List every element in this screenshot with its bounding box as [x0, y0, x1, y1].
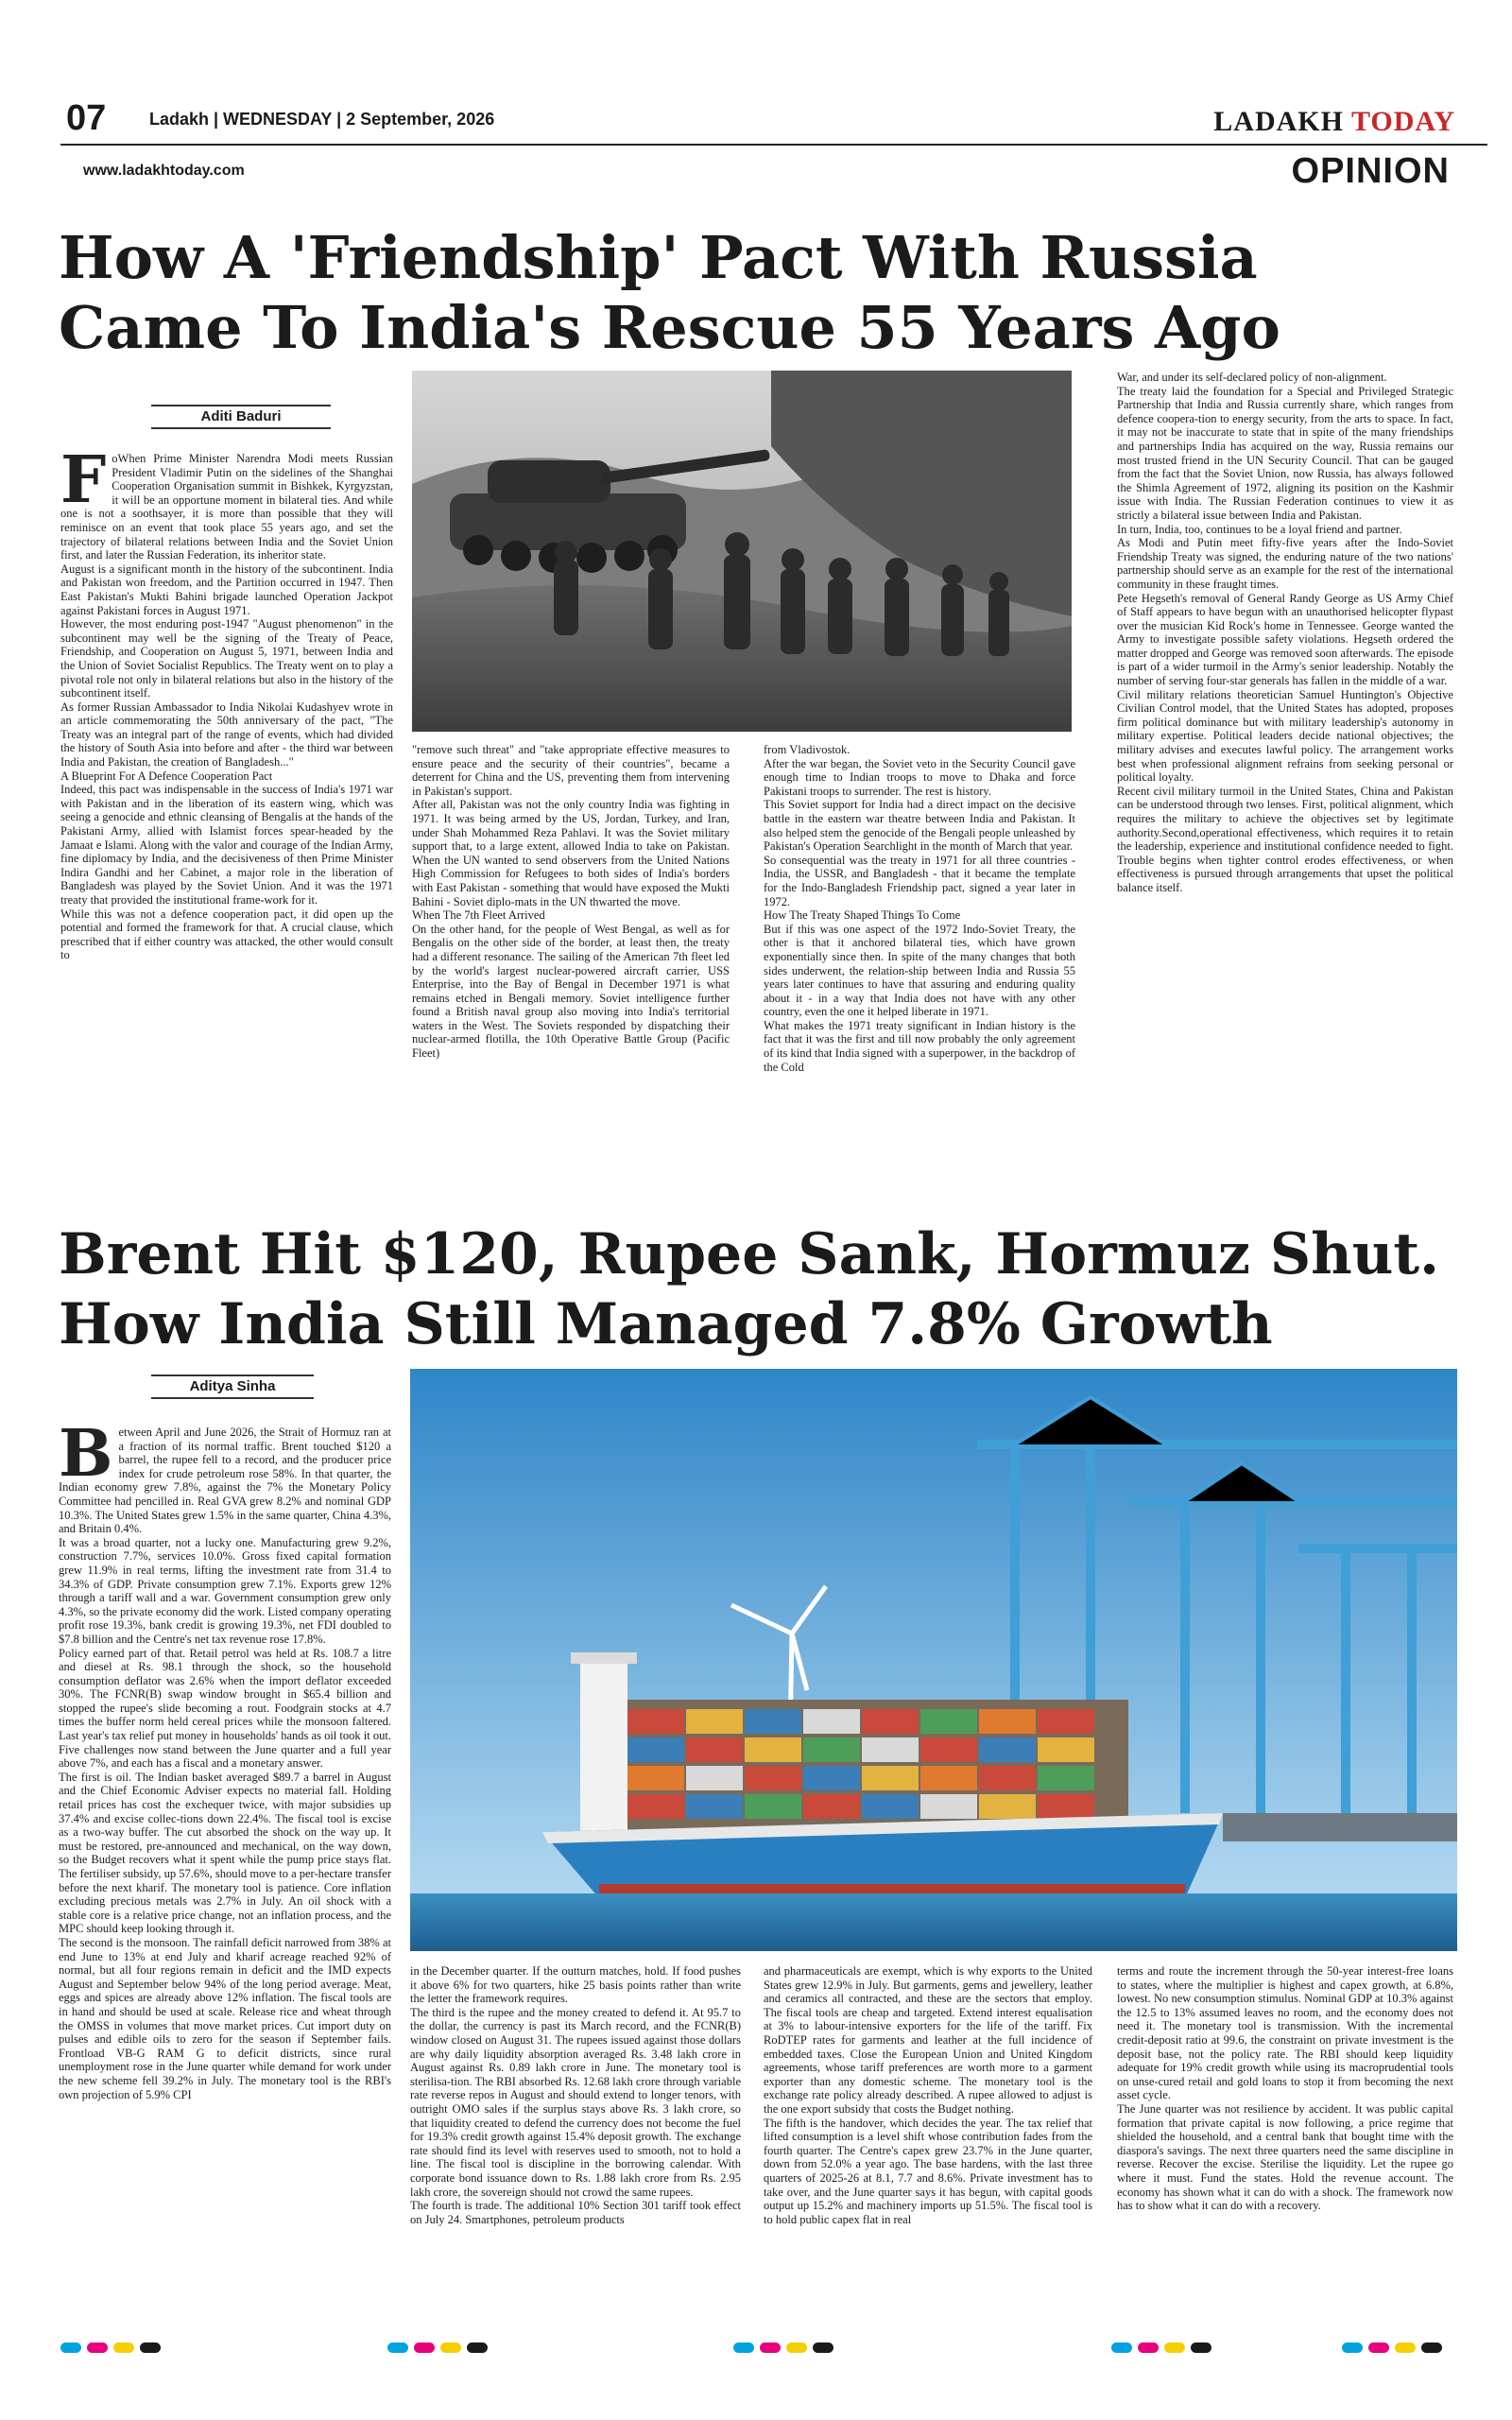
paragraph: terms and route the increment through the 50-year interest-free loans to states, where the multiplier is highest and capex growth, at 6.8%, lowest. No new consumption stimulus. Nominal GDP at 10.3% against the 12.5 to 13% assumed leaves no room, and the economy does not need it. The monetary tool is transmission. With the incremental credit-deposit ratio at 99.6, the constraint on private investment is the deposit base, not the policy rate. The RBI should keep liquidity adequate for 19% credit growth while using its macroprudential tools on unse-cured retail and gold loans to stop it from becoming the next asset cycle.: [1117, 1964, 1453, 2102]
paragraph: and pharmaceuticals are exempt, which is why exports to the United States grew 12.9% in July. But garments, gems and jewellery, leather and ceramics all contracted, and these are the sectors that employ. The fiscal tools are cheap and targeted. Extend interest equalisation at 3% to labour-intensive exporters for the life of the tariff. Fix RoDTEP rates for garments and leather at the full incidence of embedded taxes. Close the European Union and United Kingdom agreements, whose tariff preferences are worth more to a garment exporter than any domestic scheme. The monetary tool is the exchange rate policy already described. A rupee allowed to adjust is the one export subsidy that costs the Budget nothing.: [764, 1964, 1092, 2116]
article2-column-3: [764, 1964, 1092, 2226]
paragraph: After all, Pakistan was not the only country India was fighting in 1971. It was being armed by the US, Jordan, Turkey, and Iran, under Shah Mohammed Reza Pahlavi. It was the Soviet military support that, to a large extent, allowed India to take on Pakistan. When the UN wanted to send observers from the United Nations High Commission for Refugees to both sides of India's borders with East Pakistan - something that would have exposed the Mukti Bahini - Soviet diplo-mats in the UN thwarted the move.: [412, 798, 730, 908]
brand-first: LADAKH: [1213, 106, 1344, 137]
article1-column-1: [60, 442, 393, 962]
paragraph: The first is oil. The Indian basket averaged $89.7 a barrel in August and the Chief Economic Adviser expects no material fall. Holding retail prices has cost the exchequer twice, with major subsidies up 37.4% and excise collec-tions down 22.4%. The fiscal tool is excise as a two-way buffer. The cut absorbed the shock on the way up. It must be restored, pre-announced and mechanical, on the way down, so the Budget recovers what it spent while the pump price stays flat. The fertiliser subsidy, up 57.6%, should move to a per-hectare transfer before the next kharif. The monetary tool is patience. Core inflation excluding precious metals was 2.7% in July. An oil shock with a stable core is a relative price change, not an inflation process, and the MPC should keep looking through it.: [59, 1770, 391, 1936]
paragraph: Civil military relations theoretician Samuel Huntington's Objective Civilian Control model, that the United States has adopted, proposes firm political dominance but with military leadership's autonomy in military expertise. Political leaders decide national objectives; the military advises and executes lawful policy. The arrangement works best when professional alignment refrains from seeking personal or political loyalty.: [1117, 687, 1453, 785]
paragraph: On the other hand, for the people of West Bengal, as well as for Bengalis on the other side of the border, at least then, the treaty had a different resonance. The sailing of the American 7th fleet led by the world's largest nuclear-powered aircraft carrier, USS Enterprise, into the Bay of Bengal in December 1971 is what remains etched in Bengali memory. Soviet intelligence further found a British naval group also moving into India's territorial waters in the West. The Soviets responded by dispatching their nuclear-armed flotilla, the 10th Operative Battle Group (Pacific Fleet): [412, 922, 730, 1061]
paragraph: Indeed, this pact was indispensable in the success of India's 1971 war with Pakistan and in the liberation of its eastern wing, which was seeing a genocide and ethnic cleansing of Bengalis at the hands of the Pakistani Army, allied with Islamist forces spear-headed by the Jamaat e Islami. Along with the valor and courage of the Indian Army, fine diplomacy by India, and the decisiveness of then Prime Minister Indira Gandhi and her Cabinet, a major role in the liberation of Bangladesh was played by the Soviet Union. And it was the 1971 treaty that provided the institutional frame-work for it.: [60, 783, 393, 907]
page-number: 07: [66, 98, 107, 138]
container-ship-photo: [410, 1369, 1457, 1951]
paragraph: After the war began, the Soviet veto in the Security Council gave enough time to Indian troops to move to Dhaka and force Pakistani troops to surrender. The rest is history.: [764, 756, 1075, 798]
byline-rule-top: [151, 405, 331, 406]
yellow-swatch: [440, 2342, 461, 2353]
paragraph: So consequential was the treaty in 1971 for all three countries - India, the USSR, and Bangladesh - that it became the template for the Indo-Bangladesh Friendship pact, signed a year later in 1972.: [764, 853, 1075, 908]
dropcap: F: [60, 442, 107, 518]
article2-column-4: [1117, 1964, 1453, 2213]
paragraph: The second is the monsoon. The rainfall deficit narrowed from 38% at end June to 13% at end July and kharif acreage reached 92% of normal, but all four regions remain in deficit and the IMD expects August and September below 94% of the long period average. Meat, eggs and spices are already above 12% inflation. The fiscal tools are in hand and should be used at scale. Release rice and wheat through the OMSS in volumes that move market prices. Cut import duty on pulses and edible oils to zero for the season if September fails. Frontload VB-G RAM G to deficit districts, since rural unemployment rose in the June quarter while demand for work under the new scheme fell 39.2% in July. The monetary tool is the RBI's own projection of 5.9% CPI: [59, 1935, 391, 2101]
paragraph: What makes the 1971 treaty significant in Indian history is the fact that it was the first and till now probably the only agreement of its kind that India signed with a superpower, in the backdrop of the Cold: [764, 1018, 1075, 1074]
black-swatch: [140, 2342, 161, 2353]
paragraph: As Modi and Putin meet fifty-five years after the Indo-Soviet Friendship Treaty was signed, the enduring nature of the two nations' partnership should serve as an example for the rest of the international community in these fraught times.: [1117, 536, 1453, 591]
article2-column-1: [59, 1416, 391, 2101]
cyan-swatch: [60, 2342, 81, 2353]
registration-bar: [60, 2342, 161, 2353]
article2-column-2: [410, 1964, 741, 2226]
article2-headline: Brent Hit $120, Rupee Sank, Hormuz Shut. How India Still Managed 7.8% Growth: [59, 1221, 1440, 1357]
byline-rule-top: [151, 1374, 314, 1376]
paragraph: The treaty laid the foundation for a Special and Privileged Strategic Partnership that India and Russia currently share, which ranges from defence coopera-tion to energy security, from the arts to space. In fact, it may not be inaccurate to state that in spite of the many friendships and partnerships India has acquired on the way, Russia remains our most trusted friend in the UN Security Council. That can be gauged from the fact that the Soviet Union, now Russia, has always followed the Shimla Agreement of 1972, aligning its position on the Kashmir issue with India. The Russian Federation continues to view it as strictly a bilateral issue between India and Pakistan.: [1117, 384, 1453, 522]
yellow-swatch: [786, 2342, 807, 2353]
registration-bar: [387, 2342, 488, 2353]
yellow-swatch: [113, 2342, 134, 2353]
cyan-swatch: [1111, 2342, 1132, 2353]
brand-second: TODAY: [1350, 106, 1455, 137]
paragraph: The fourth is trade. The additional 10% Section 301 tariff took effect on July 24. Smartphones, petroleum products: [410, 2199, 741, 2226]
yellow-swatch: [1395, 2342, 1416, 2353]
tank-soldiers-photo: [412, 371, 1072, 732]
magenta-swatch: [1368, 2342, 1389, 2353]
subheading: When The 7th Fleet Arrived: [412, 908, 545, 923]
registration-bar: [1342, 2342, 1442, 2353]
black-swatch: [813, 2342, 833, 2353]
paragraph: from Vladivostok.: [764, 743, 850, 756]
yellow-swatch: [1164, 2342, 1185, 2353]
paragraph: However, the most enduring post-1947 "August phenomenon" in the subcontinent may well be the signing of the Treaty of Peace, Friendship, and Cooperation on August 5, 1971, between India and the Union of Soviet Socialist Republics. The Treaty went on to play a pivotal role not only in bilateral relations but also in the history of the subcontinent itself.: [60, 617, 393, 700]
paragraph: Recent civil military turmoil in the United States, China and Pakistan can be understood through two lenses. First, political alignment, which requires the military to achieve the objectives set by legitimate authority.Second,operational effectiveness, which requires it to retain the leadership, experience and institutional confidence needed to fight. Trouble begins when tighter control erodes effectiveness, or when effectiveness is pursued through arrangements that upset the political balance itself.: [1117, 784, 1453, 894]
magenta-swatch: [414, 2342, 435, 2353]
black-swatch: [467, 2342, 488, 2353]
paragraph: While this was not a defence cooperation pact, it did open up the potential and formed the framework for that. A crucial clause, which prescribed that if either country was attacked, the other would consult to: [60, 907, 393, 962]
paragraph: "remove such threat" and "take appropriate effective measures to ensure peace and the security of their countries", became a deterrent for China and the US, preventing them from intervening in Pakistan's support.: [412, 743, 730, 798]
byline-rule-bottom: [151, 1397, 314, 1399]
section-label: OPINION: [1291, 151, 1450, 191]
article1-headline: How A 'Friendship' Pact With Russia Came To India's Rescue 55 Years Ago: [59, 223, 1280, 362]
paragraph: August is a significant month in the history of the subcontinent. India and Pakistan won freedom, and the Partition occurred in 1947. Then East Pakistan's Mukti Bahini brigade launched Operation Jackpot against Pakistani forces in August 1971.: [60, 562, 393, 617]
magenta-swatch: [1138, 2342, 1159, 2353]
article1-byline: Aditi Baduri: [200, 408, 282, 424]
article1-column-4: [1117, 371, 1453, 895]
dateline: Ladakh | WEDNESDAY | 2 September, 2026: [149, 110, 495, 129]
magenta-swatch: [87, 2342, 108, 2353]
magenta-swatch: [760, 2342, 781, 2353]
paragraph: War, and under its self-declared policy of non-alignment.: [1117, 371, 1387, 384]
paragraph: The fifth is the handover, which decides the year. The tax relief that lifted consumption is a level shift whose contribution fades from the fourth quarter. The Centre's capex grew 23.7% in the June quarter, down from 52.0% a year ago. The base hardens, with the last three quarters of 2025-26 at 8.1, 7.7 and 8.6%. Private investment has to take over, and the June quarter says it has begun, with capital goods output up 15.2% and machinery imports up 51.5%. The fiscal tool is to hold public capex flat in real: [764, 2116, 1092, 2226]
byline-rule-bottom: [151, 427, 331, 429]
paragraph: This Soviet support for India had a direct impact on the decisive battle in the eastern war theatre between India and Pakistan. It also helped stem the genocide of the Bengali people unleashed by Pakistan's Operation Searchlight in the month of March that year.: [764, 798, 1075, 854]
cyan-swatch: [1342, 2342, 1363, 2353]
paragraph: As former Russian Ambassador to India Nikolai Kudashyev wrote in an article commemorating the 50th anniversary of the pact, "The Treaty was an integral part of the range of events, which had divided the history of South Asia into before and after - the third war between India and Pakistan, the creation of Bangladesh...": [60, 700, 393, 769]
paragraph: It was a broad quarter, not a lucky one. Manufacturing grew 9.2%, construction 7.7%, services 10.0%. Gross fixed capital formation grew 11.9% in real terms, lifting the investment rate from 31.4 to 34.3% of GDP. Private consumption grew 7.1%. Exports grew 12% through a tariff wall and a war. Government consumption grew only 4.3%, so the private economy did the work. Listed company operating profit rose 19.3%, bank credit is growing 19.3%, net FDI doubled to $7.8 billion and the Centre's net tax revenue rose 17.8%.: [59, 1535, 391, 1646]
masthead-rule: [60, 144, 1487, 146]
black-swatch: [1191, 2342, 1211, 2353]
cyan-swatch: [387, 2342, 408, 2353]
registration-bar: [1111, 2342, 1211, 2353]
article2-byline: Aditya Sinha: [189, 1378, 276, 1394]
article1-column-3: [764, 743, 1075, 1074]
paragraph: in the December quarter. If the outturn matches, hold. If food pushes it above 6% for two quarters, hike 25 basis points rather than write the letter the framework requires.: [410, 1964, 741, 2006]
paragraph: Policy earned part of that. Retail petrol was held at Rs. 108.7 a litre and diesel at Rs. 98.1 through the shock, so the household consumption deflator was 2.6% when the import deflator exceeded 30%. The FCNR(B) swap window brought in $65.4 billion and stopped the rupee's slide becoming a rout. Foodgrain stocks at 4.7 times the buffer norm held cereal prices while the monsoon faltered. Last year's tax relief put money in households' hands as oil took it out. Five challenges now stand between the June quarter and a full year above 7%, and each has a fiscal and a monetary answer.: [59, 1646, 391, 1771]
paragraph: etween April and June 2026, the Strait of Hormuz ran at a fraction of its normal traffic. Brent touched $120 a barrel, the rupee fell to a record, and the producer price index for crude petroleum rose 58%. In that quarter, the Indian economy grew 7.8%, against the 7% the Monetary Policy Committee had pencilled in. Real GVA grew 8.2% and nominal GDP 10.3%. The United States grew 1.5% in the same quarter, China 4.3%, and Britain 0.4%.: [59, 1426, 391, 1536]
container-ship-illustration: [410, 1369, 1457, 1951]
black-swatch: [1421, 2342, 1442, 2353]
brand-logo: [1213, 106, 1455, 138]
tank-soldiers-illustration: [412, 371, 1072, 732]
paragraph: The June quarter was not resilience by accident. It was public capital formation that private capital is now following, a price regime that shielded the household, and a central bank that bought time with the diaspora's savings. The next three quarters need the same discipline in reverse. Recover the excise. Sterilise the liquidity. Let the rupee go where it must. Fund the states. Hold the revenue account. The economy has shown what it can do with a shock. The framework now has to show what it can do with a recovery.: [1117, 2101, 1453, 2213]
website-link[interactable]: www.ladakhtoday.com: [83, 163, 245, 179]
cyan-swatch: [733, 2342, 754, 2353]
paragraph: The third is the rupee and the money created to defend it. At 95.7 to the dollar, the currency is past its March record, and the FCNR(B) window closed on August 31. The rupees issued against those dollars are why daily liquidity absorption averaged Rs. 3.48 lakh crore in August against Rs. 0.89 lakh crore in June. The monetary tool is sterilisa-tion. The RBI absorbed Rs. 12.68 lakh crore through variable rate reverse repos in August and should extend to longer tenors, with outright OMO sales if the surplus stays above Rs. 3 lakh crore, so that liquidity created to defend the currency does not become the fuel for 19.3% credit growth against 15.4% deposit growth. The exchange rate should find its level with reserves used to smooth, not to hold a line. The fiscal tool is discipline in the borrowing calendar. With corporate bond issuance down to Rs. 1.88 lakh crore from Rs. 2.95 lakh crore, the sovereign should not crowd the same rupees.: [410, 2005, 741, 2199]
paragraph: In turn, India, too, continues to be a loyal friend and partner.: [1117, 522, 1402, 536]
article1-column-2: [412, 743, 730, 1061]
registration-bar: [733, 2342, 833, 2353]
dropcap: B: [59, 1416, 113, 1492]
paragraph: Pete Hegseth's removal of General Randy George as US Army Chief of Staff appears to have begun with an unauthorised helicopter flypast over the musician Kid Rock's home in Tennessee. George wanted the Army to investigate possible safety violations. Hegseth ordered the matter dropped and George was removed soon afterwards. The episode is part of a wider turmoil in the Army's senior leadership. Notably the number of serving four-star generals has fallen in the middle of a war.: [1117, 591, 1453, 688]
subheading: A Blueprint For A Defence Cooperation Pact: [60, 769, 273, 783]
paragraph: But if this was one aspect of the 1972 Indo-Soviet Treaty, the other is that it anchored bilateral ties, which have grown exponentially since then. In spite of the many changes that both sides underwent, the relation-ship between India and Russia 55 years later continues to have that assuring and enduring quality about it - in a way that India does not have with any other country, even the one it helped liberate in 1971.: [764, 922, 1075, 1019]
subheading: How The Treaty Shaped Things To Come: [764, 908, 961, 923]
paragraph: oWhen Prime Minister Narendra Modi meets Russian President Vladimir Putin on the sidelines of the Shanghai Cooperation Organisation summit in Bishkek, Kyrgyzstan, it will be an opportune moment in bilateral ties. And while one is not a soothsayer, it is more than possible that they will reminisce on an event that took place 55 years ago, and set the trajectory of bilateral relations between India and the Soviet Union first, and later the Russian Federation, its inheritor state.: [60, 452, 393, 562]
